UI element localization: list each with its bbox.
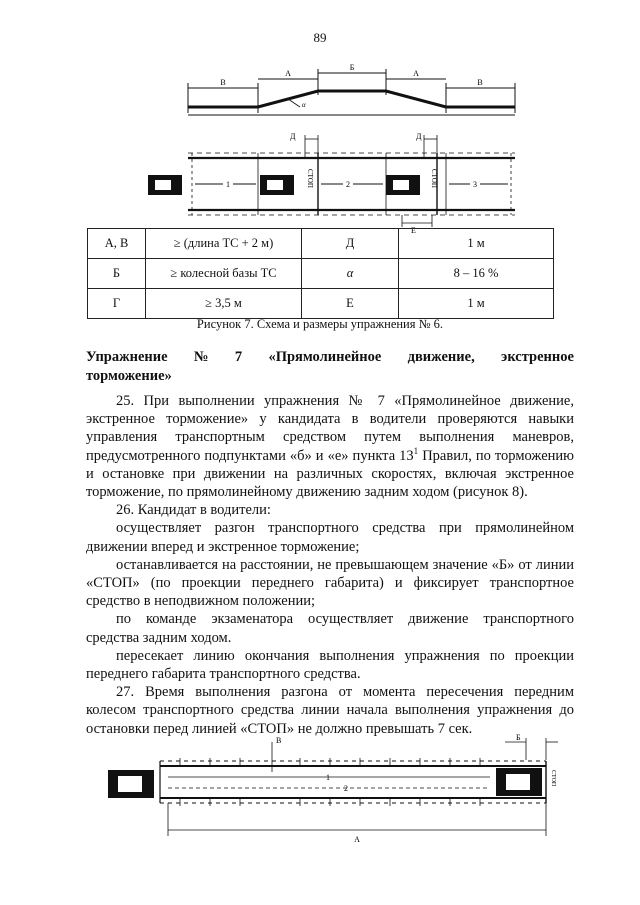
- heading-word: Упражнение: [86, 349, 168, 365]
- lane-label-3: 3: [473, 180, 477, 189]
- heading-word: «Прямолинейное: [268, 349, 382, 365]
- dim-label-e: Е: [411, 226, 416, 235]
- footnote-superscript: 1: [413, 445, 419, 456]
- table-cell: Б: [88, 259, 146, 289]
- heading-line-2: торможение»: [86, 368, 172, 384]
- dim-label-v-right: В: [477, 78, 483, 87]
- table-cell: ≥ 3,5 м: [146, 289, 302, 319]
- paragraph-25-text-end: Правил, по торможению и остановке при движении на различных скоростях, включая экстренное торможение, по прямолинейному движению задним ходом (рисунок 8).: [86, 447, 575, 501]
- page-number: 89: [313, 30, 327, 45]
- dimensions-table: [87, 228, 554, 319]
- table-cell: 8 – 16 %: [399, 259, 554, 289]
- paragraph-27: 27. Время выполнения разгона от момента пересечения передним колесом транспортного средства линии начала выполнения упражнения до остановки перед линией «СТОП» не должно превышать 7 сек.: [86, 684, 574, 737]
- alpha-label: α: [302, 101, 306, 109]
- table-row: [88, 289, 554, 319]
- paragraph-25-text: 25. При выполнении упражнения № 7 «Прямолинейное движение, экстренное торможение» у кандидата в водители проверяются навыки управления транспортным средством путем выполнения маневров, предусмотренного подпунктами «б» и «е» пункта 13: [86, 393, 574, 464]
- heading-word: экстренное: [501, 349, 574, 365]
- table-cell: 1 м: [399, 229, 554, 259]
- table-cell: Е: [302, 289, 399, 319]
- dim-label-b: Б: [516, 733, 521, 742]
- paragraph-26: 26. Кандидат в водители:: [116, 502, 271, 519]
- dim-label-d1: Д: [290, 132, 296, 141]
- stop-label-1: СТОП: [306, 169, 314, 188]
- lane-label-1: 1: [226, 180, 230, 189]
- dim-label-v-left: В: [220, 78, 226, 87]
- lane-label-2: 2: [344, 784, 348, 793]
- figure-8-diagram: [100, 732, 560, 847]
- paragraph-26-b: останавливается на расстоянии, не превышающем значение «Б» от линии «СТОП» (по проекции переднего габарита) и фиксирует транспортное средство в неподвижном положении;: [86, 556, 574, 610]
- stop-label-2: СТОП: [430, 169, 438, 188]
- heading-word: движение,: [407, 349, 475, 365]
- dim-label-a-right: А: [413, 69, 419, 78]
- exercise-7-heading: [86, 348, 574, 386]
- paragraph-26-c: по команде экзаменатора осуществляет движение транспортного средства задним ходом.: [86, 611, 574, 646]
- paragraph-26-d: пересекает линию окончания выполнения упражнения по проекции переднего габарита транспортного средства.: [86, 647, 574, 683]
- table-cell: ≥ (длина ТС + 2 м): [146, 229, 302, 259]
- figure-7-caption: Рисунок 7. Схема и размеры упражнения № 6.: [196, 317, 444, 331]
- heading-word: 7: [234, 349, 243, 365]
- heading-line-1: [86, 348, 574, 367]
- table-cell: ≥ колесной базы ТС: [146, 259, 302, 289]
- lane-label-1: 1: [326, 773, 330, 782]
- dim-label-d2: Д: [416, 132, 422, 141]
- paragraph-25: [86, 392, 574, 501]
- table-row: [88, 259, 554, 289]
- dim-label-b: Б: [349, 63, 355, 72]
- heading-word: №: [193, 349, 209, 365]
- lane-label-2: 2: [346, 180, 350, 189]
- body-text: [86, 392, 574, 738]
- paragraph-26-a: осуществляет разгон транспортного средства при прямолинейном движении вперед и экстренное торможение;: [86, 520, 574, 555]
- dim-label-v: В: [276, 736, 282, 745]
- table-cell: А, В: [88, 229, 146, 259]
- table-cell: Г: [88, 289, 146, 319]
- table-cell: 1 м: [399, 289, 554, 319]
- dim-label-a-left: А: [285, 69, 291, 78]
- table-cell: α: [302, 259, 399, 289]
- figure-7-diagram: [140, 55, 525, 235]
- table-cell: Д: [302, 229, 399, 259]
- stop-label: СТОП: [550, 770, 556, 787]
- dim-label-a: А: [354, 835, 360, 844]
- table-row: [88, 229, 554, 259]
